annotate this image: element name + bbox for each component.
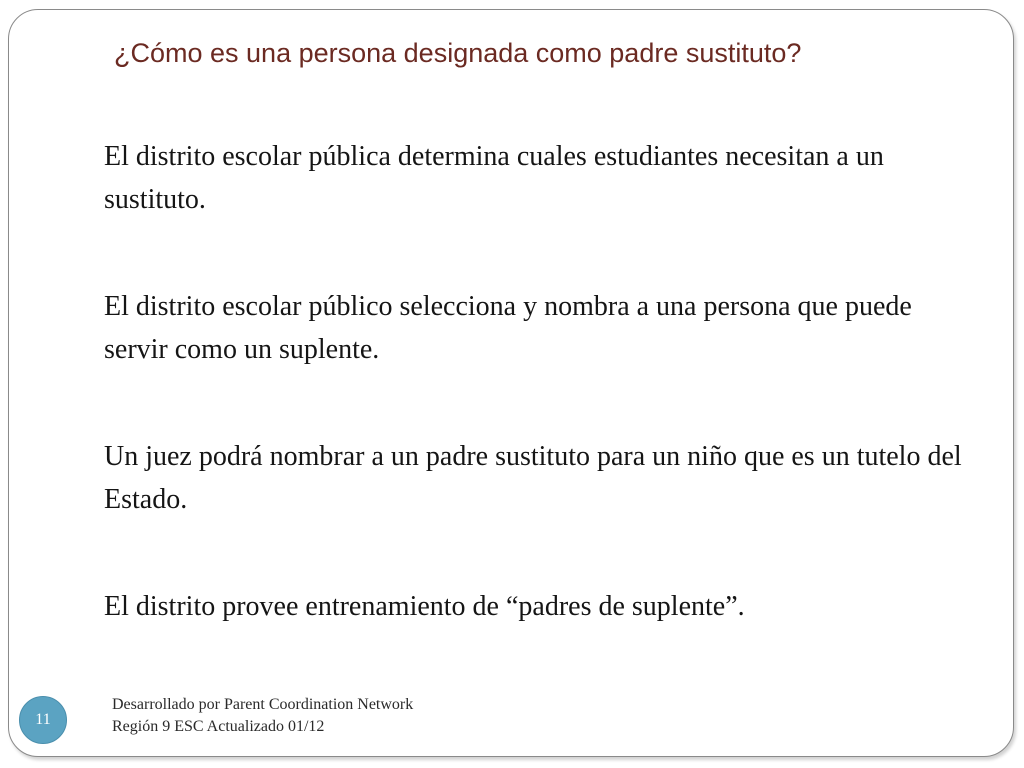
slide-body (104, 135, 964, 628)
body-paragraph: Un juez podrá nombrar a un padre sustituto para un niño que es un tutelo del Estado. (104, 441, 962, 515)
body-paragraph: El distrito provee entrenamiento de “padres de suplente”. (104, 591, 745, 622)
footer-line: Desarrollado por Parent Coordination Network (112, 696, 414, 713)
slide-number-badge (19, 696, 67, 744)
slide-footer (112, 694, 413, 738)
footer-line: Región 9 ESC Actualizado 01/12 (112, 718, 325, 735)
slide-number: 11 (35, 711, 51, 728)
slide-title: ¿Cómo es una persona designada como padre sustituto? (114, 38, 802, 68)
body-paragraph: El distrito escolar pública determina cuales estudiantes necesitan a un sustituto. (104, 141, 884, 215)
body-paragraph: El distrito escolar público selecciona y nombra a una persona que puede servir como un suplente. (104, 291, 912, 365)
